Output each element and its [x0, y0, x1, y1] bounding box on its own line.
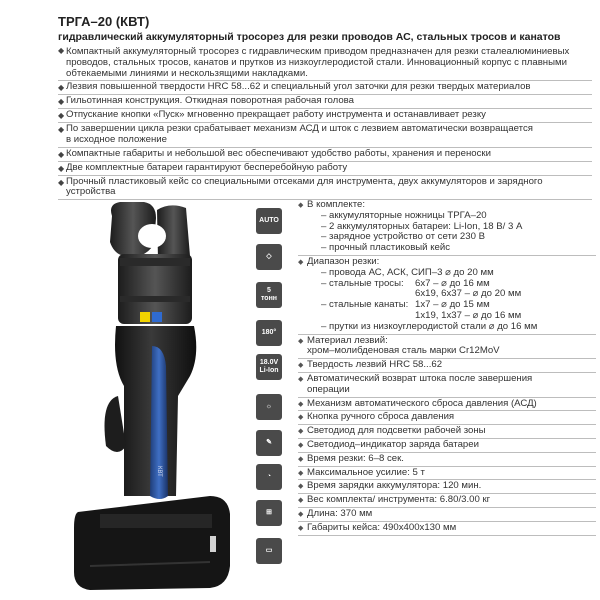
- case-icon: ▭: [256, 538, 282, 564]
- spec-kit: ◆ В комплекте: – аккумуляторные ножницы ТРГА–20 – 2 аккумуляторных батареи: Li-Ion, 18 В/ 3 А – зарядное устройство от сети 230 В – прочный пластиковый кейс: [298, 199, 596, 256]
- spec-blade-material: ◆ Материал лезвий: хром–молибденовая сталь марки Cr12MoV: [298, 335, 596, 360]
- intro-paragraph: [58, 46, 592, 79]
- bullet-marker: ◆: [58, 163, 65, 173]
- svg-text:КВТ: КВТ: [156, 466, 162, 477]
- bullet-marker: ◆: [298, 414, 304, 422]
- weight-icon: ⊞: [256, 500, 282, 526]
- bullet-marker: ◆: [298, 400, 304, 408]
- spec-auto-return: ◆ Автоматический возврат штока после завершения операции: [298, 373, 596, 398]
- bullet-marker: ◆: [298, 469, 304, 477]
- page-title: ТРГА–20 (КВТ): [58, 14, 150, 29]
- spec-cutting-range: ◆ Диапазон резки: – провода АС, АСК, СИП–3 ⌀ до 20 мм – стальные тросы: 6х7 – ⌀ до 16 мм 6х19, 6х37 – ⌀ до 20 мм – стальные канаты: 1х7 – ⌀ до 15 мм 1х19, 1х37 – ⌀ до 16 мм – прутки из низкоуглеродистой стали ⌀ до 16 мм: [298, 256, 596, 335]
- bullet-marker: ◆: [298, 524, 304, 532]
- spec-weight: ◆ Вес комплекта/ инструмента: 6.80/3.00 кг: [298, 494, 596, 508]
- bullet-marker: ◆: [298, 483, 304, 491]
- bullet-marker: ◆: [58, 177, 65, 187]
- bullet-marker: ◆: [298, 258, 304, 266]
- bullet-marker: ◆: [298, 510, 304, 518]
- bullet-marker: ◆: [298, 497, 304, 505]
- cable-cutter-image: [60, 196, 250, 596]
- battery-voltage-icon: 18.0V Li-Ion: [256, 354, 282, 380]
- bullet-marker: ◆: [298, 428, 304, 436]
- spec-charge-time: ◆ Время зарядки аккумулятора: 120 мин.: [298, 480, 596, 494]
- feature-item: ◆ Лезвия повышенной твердости HRC 58...62 и специальный угол заточки для резки твердых материалов: [58, 80, 592, 94]
- force-icon: 5 тонн: [256, 282, 282, 308]
- bullet-marker: ◆: [298, 455, 304, 463]
- spec-case-dimensions: ◆ Габариты кейса: 490х400х130 мм: [298, 522, 596, 536]
- bullet-marker: ◆: [298, 362, 304, 370]
- bullet-marker: ◆: [58, 111, 65, 120]
- spec-asd: ◆ Механизм автоматического сброса давления (АСД): [298, 398, 596, 412]
- feature-item: ◆ Компактные габариты и небольшой вес обеспечивают удобство работы, хранения и переноски: [58, 147, 592, 161]
- spec-led-light: ◆ Светодиод для подсветки рабочей зоны: [298, 425, 596, 439]
- specifications-list: [298, 199, 596, 536]
- feature-item: ◆ Прочный пластиковый кейс со специальными отсеками для инструмента, двух аккумуляторов и зарядного устройства: [58, 175, 592, 201]
- bullet-marker: ◆: [58, 83, 65, 92]
- auto-return-icon: AUTO: [256, 208, 282, 234]
- spec-manual-release: ◆ Кнопка ручного сброса давления: [298, 411, 596, 425]
- spec-cut-time: ◆ Время резки: 6–8 сек.: [298, 453, 596, 467]
- page-subtitle: гидравлический аккумуляторный тросорез для резки проводов АС, стальных тросов и канатов: [58, 31, 561, 43]
- intro-line: Компактный аккумуляторный тросорез с гидравлическим приводом предназначен для резки сталеалюминиевых: [66, 46, 570, 57]
- feature-item: ◆ Отпускание кнопки «Пуск» мгновенно прекращает работу инструмента и останавливает резку: [58, 108, 592, 122]
- features-list: [58, 80, 592, 200]
- intro-line: обтекаемыми линиями и нескользящими накладками.: [66, 68, 308, 79]
- spec-hardness: ◆ Твердость лезвий HRC 58...62: [298, 359, 596, 373]
- bullet-marker: ◆: [298, 375, 304, 383]
- feature-item: ◆ По завершении цикла резки срабатывает механизм АСД и шток с лезвием автоматически возвращается в исходное положение: [58, 122, 592, 147]
- led-icon: ☼: [256, 394, 282, 420]
- clock-icon: ◔: [256, 464, 282, 490]
- bullet-marker: ◆: [298, 441, 304, 449]
- rotating-head-icon: 180°: [256, 320, 282, 346]
- bullet-marker: ◆: [58, 46, 65, 55]
- feature-item: ◆ Гильотинная конструкция. Откидная поворотная рабочая голова: [58, 94, 592, 108]
- spec-max-force: ◆ Максимальное усилие: 5 т: [298, 467, 596, 481]
- diamond-blade-icon: ◇: [256, 244, 282, 270]
- bullet-marker: ◆: [298, 337, 304, 345]
- spec-led-charge: ◆ Светодиод–индикатор заряда батареи: [298, 439, 596, 453]
- bullet-marker: ◆: [58, 149, 65, 159]
- bullet-marker: ◆: [58, 97, 65, 106]
- spec-length: ◆ Длина: 370 мм: [298, 508, 596, 522]
- bullet-marker: ◆: [298, 202, 304, 209]
- intro-line: проводов, стальных тросов, канатов и прутков из низкоуглеродистой стали. Инновационный корпус с плавными: [66, 57, 567, 68]
- feature-item: ◆ Две комплектные батареи гарантируют бесперебойную работу: [58, 161, 592, 175]
- feather-icon: ✎: [256, 430, 282, 456]
- bullet-marker: ◆: [58, 125, 65, 134]
